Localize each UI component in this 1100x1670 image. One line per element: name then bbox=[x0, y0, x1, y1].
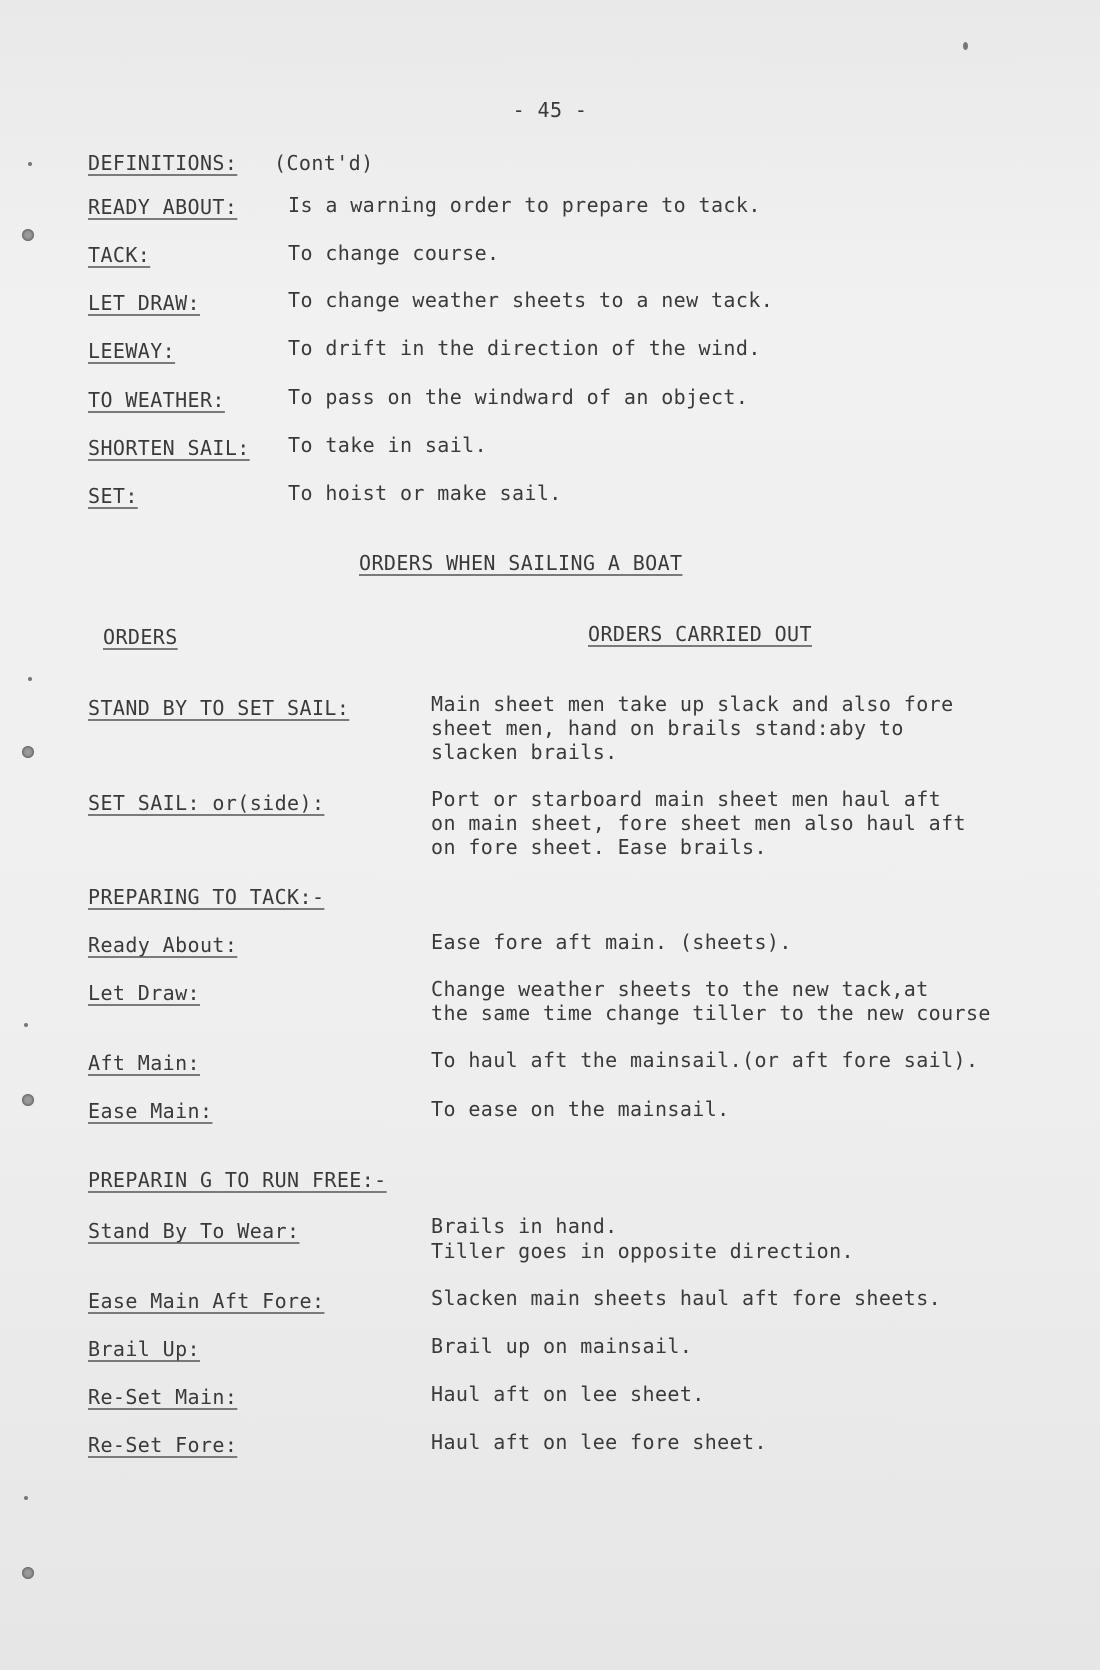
order-description-line: on main sheet, fore sheet men also haul aft bbox=[431, 811, 966, 835]
definition-text: To hoist or make sail. bbox=[288, 481, 562, 505]
order-label: Ease Main Aft Fore: bbox=[88, 1289, 325, 1313]
punch-hole-icon bbox=[22, 1094, 34, 1106]
definition-text: To change course. bbox=[288, 241, 500, 265]
speck-icon bbox=[963, 42, 968, 50]
speck-icon bbox=[24, 1023, 28, 1027]
order-description-line: Change weather sheets to the new tack,at bbox=[431, 977, 929, 1001]
punch-hole-icon bbox=[22, 229, 34, 241]
order-label: Aft Main: bbox=[88, 1051, 200, 1075]
definition-term: LEEWAY: bbox=[88, 339, 176, 363]
order-label: Stand By To Wear: bbox=[88, 1219, 300, 1243]
order-description-line: Slacken main sheets haul aft fore sheets. bbox=[431, 1286, 942, 1310]
definition-term: SHORTEN SAIL: bbox=[88, 436, 250, 460]
speck-icon bbox=[24, 1496, 28, 1500]
definition-term: TACK: bbox=[88, 243, 151, 267]
definition-text: To change weather sheets to a new tack. bbox=[288, 288, 774, 312]
punch-hole-icon bbox=[22, 746, 34, 758]
definition-term: TO WEATHER: bbox=[88, 388, 225, 412]
order-description-line: on fore sheet. Ease brails. bbox=[431, 835, 767, 859]
section-heading-preparing-to-run-free: PREPARIN G TO RUN FREE:- bbox=[88, 1168, 387, 1192]
order-label: Re-Set Fore: bbox=[88, 1433, 238, 1457]
order-description-line: Haul aft on lee sheet. bbox=[431, 1382, 705, 1406]
order-description-line: To haul aft the mainsail.(or aft fore sail). bbox=[431, 1048, 979, 1072]
order-description-line: Ease fore aft main. (sheets). bbox=[431, 930, 792, 954]
definition-term: LET DRAW: bbox=[88, 291, 200, 315]
speck-icon bbox=[28, 162, 32, 166]
punch-hole-icon bbox=[22, 1567, 34, 1579]
order-label: Let Draw: bbox=[88, 981, 200, 1005]
definition-term: SET: bbox=[88, 484, 138, 508]
order-description-line: Brail up on mainsail. bbox=[431, 1334, 693, 1358]
definitions-heading: DEFINITIONS: bbox=[88, 151, 238, 175]
column-heading-orders-carried-out: ORDERS CARRIED OUT bbox=[588, 622, 812, 646]
order-description-line: slacken brails. bbox=[431, 740, 618, 764]
order-label: Re-Set Main: bbox=[88, 1385, 238, 1409]
order-description-line: Haul aft on lee fore sheet. bbox=[431, 1430, 767, 1454]
order-description-line: sheet men, hand on brails stand:aby to bbox=[431, 716, 904, 740]
section-heading-preparing-to-tack: PREPARING TO TACK:- bbox=[88, 885, 325, 909]
page-number: - 45 - bbox=[512, 98, 588, 122]
definitions-contd: (Cont'd) bbox=[274, 151, 374, 175]
order-description-line: Tiller goes in opposite direction. bbox=[431, 1239, 854, 1263]
order-label: STAND BY TO SET SAIL: bbox=[88, 696, 350, 720]
column-heading-orders: ORDERS bbox=[103, 625, 178, 649]
definition-text: Is a warning order to prepare to tack. bbox=[288, 193, 761, 217]
order-label: Ready About: bbox=[88, 933, 238, 957]
order-description-line: Main sheet men take up slack and also fore bbox=[431, 692, 954, 716]
order-description-line: To ease on the mainsail. bbox=[431, 1097, 730, 1121]
orders-section-title: ORDERS WHEN SAILING A BOAT bbox=[359, 551, 683, 575]
order-description-line: Brails in hand. bbox=[431, 1214, 618, 1238]
definition-text: To pass on the windward of an object. bbox=[288, 385, 749, 409]
order-description-line: the same time change tiller to the new course bbox=[431, 1001, 991, 1025]
speck-icon bbox=[28, 677, 32, 681]
order-description-line: Port or starboard main sheet men haul aft bbox=[431, 787, 942, 811]
definition-text: To drift in the direction of the wind. bbox=[288, 336, 761, 360]
order-label: Brail Up: bbox=[88, 1337, 200, 1361]
definition-term: READY ABOUT: bbox=[88, 195, 238, 219]
order-label: Ease Main: bbox=[88, 1099, 213, 1123]
definition-text: To take in sail. bbox=[288, 433, 488, 457]
order-label: SET SAIL: or(side): bbox=[88, 791, 325, 815]
